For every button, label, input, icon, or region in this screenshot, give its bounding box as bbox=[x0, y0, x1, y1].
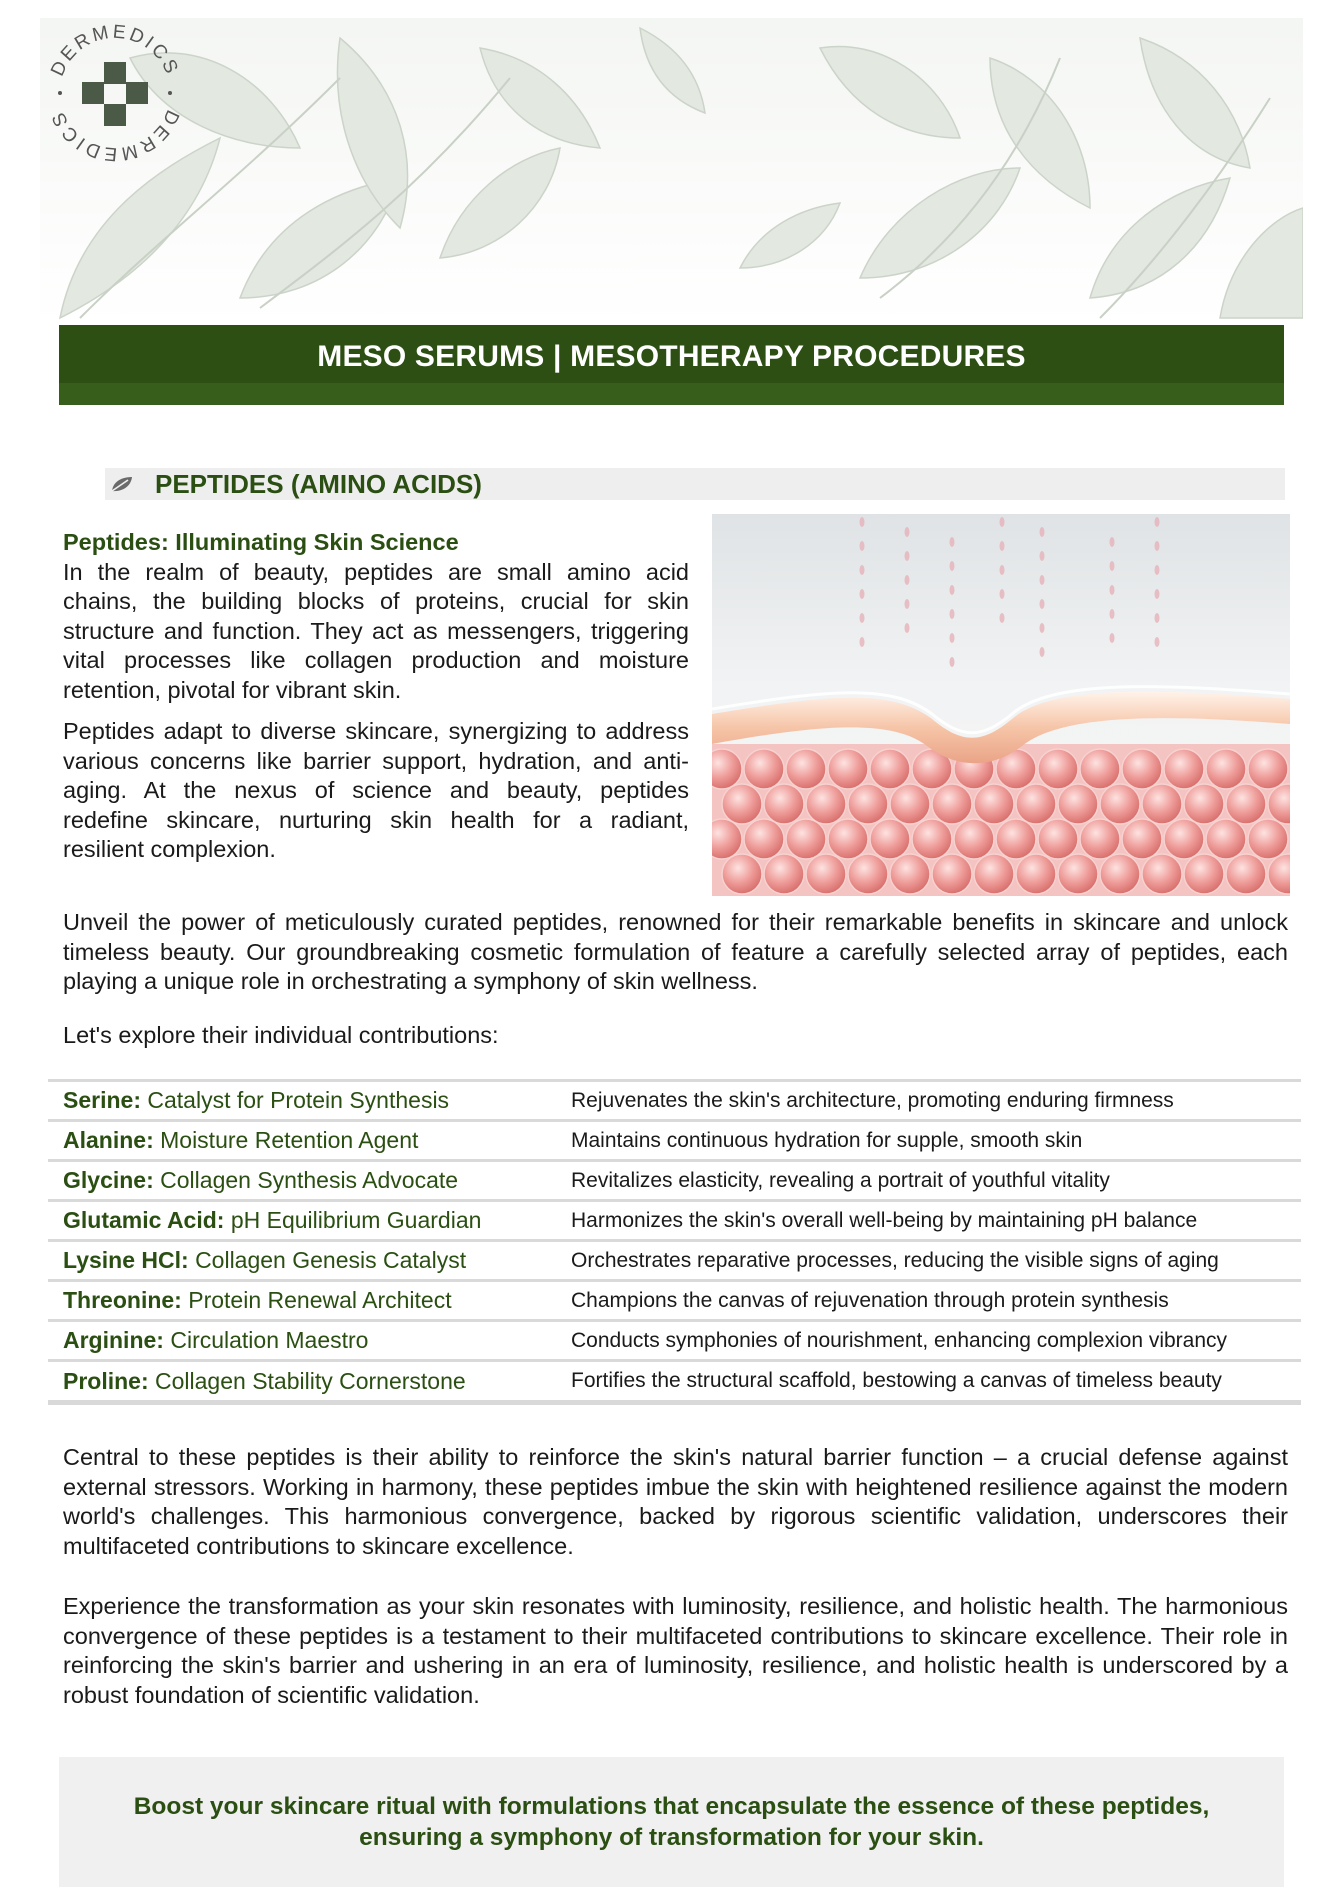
svg-text:DERMEDICS: DERMEDICS bbox=[47, 21, 183, 80]
table-row bbox=[48, 1119, 1301, 1159]
skin-layer-image bbox=[712, 514, 1290, 896]
paragraph-block-4 bbox=[63, 1443, 1288, 1561]
peptide-table bbox=[48, 1079, 1301, 1405]
leaf-pattern-image bbox=[40, 18, 1303, 326]
paragraph-block-5 bbox=[63, 1592, 1288, 1710]
peptide-description: Rejuvenates the skin's architecture, promoting enduring firmness bbox=[571, 1088, 1174, 1112]
title-banner bbox=[59, 325, 1284, 405]
peptide-name-cell bbox=[48, 1327, 571, 1354]
closing-callout bbox=[59, 1757, 1284, 1887]
peptide-description: Harmonizes the skin's overall well-being by maintaining pH balance bbox=[571, 1208, 1198, 1232]
peptide-name: Threonine: bbox=[63, 1287, 182, 1313]
leaf-icon bbox=[109, 474, 135, 494]
svg-text:DERMEDICS: DERMEDICS bbox=[47, 106, 183, 165]
peptide-role: Catalyst for Protein Synthesis bbox=[147, 1087, 450, 1113]
peptide-name: Glutamic Acid: bbox=[63, 1207, 225, 1233]
peptide-role: pH Equilibrium Guardian bbox=[230, 1207, 482, 1233]
intro-block bbox=[63, 528, 689, 877]
dermedics-logo bbox=[40, 18, 190, 168]
peptide-description: Conducts symphonies of nourishment, enhancing complexion vibrancy bbox=[571, 1328, 1228, 1352]
peptide-role: Collagen Genesis Catalyst bbox=[195, 1247, 467, 1273]
banner-stripe bbox=[59, 383, 1284, 405]
leaf-background bbox=[40, 18, 1303, 326]
peptide-name: Lysine HCl: bbox=[63, 1247, 189, 1273]
peptide-name-cell bbox=[48, 1167, 571, 1194]
paragraph-4: Central to these peptides is their ability to reinforce the skin's natural barrier function – a crucial defense against external stressors. Working in harmony, these peptides imbue the skin with heightened resilience against the modern world's challenges. This harmonious convergence, backed by rigorous scientific validation, underscores their multifaceted contributions to skincare excellence. bbox=[63, 1444, 1288, 1559]
table-row bbox=[48, 1279, 1301, 1319]
paragraph-block-3 bbox=[63, 908, 1288, 997]
explore-line: Let's explore their individual contributions: bbox=[63, 1022, 499, 1048]
paragraph-3: Unveil the power of meticulously curated peptides, renowned for their remarkable benefits in skincare and unlock timeless beauty. Our groundbreaking cosmetic formulation of feature a carefully selected array of peptides, each playing a unique role in orchestrating a symphony of skin wellness. bbox=[63, 909, 1288, 994]
peptide-role: Collagen Stability Cornerstone bbox=[155, 1367, 466, 1394]
peptide-description: Revitalizes elasticity, revealing a portrait of youthful vitality bbox=[571, 1168, 1110, 1192]
table-row bbox=[48, 1079, 1301, 1119]
peptide-role: Circulation Maestro bbox=[170, 1327, 369, 1353]
paragraph-5: Experience the transformation as your skin resonates with luminosity, resilience, and holistic health. The harmonious convergence of these peptides is a testament to their multifaceted contributions to skincare excellence. Their role in reinforcing the skin's barrier and ushering in an era of luminosity, resilience, and holistic health is underscored by a robust foundation of scientific validation. bbox=[63, 1593, 1288, 1708]
peptide-role: Collagen Synthesis Advocate bbox=[160, 1167, 459, 1193]
peptide-role: Protein Renewal Architect bbox=[188, 1287, 452, 1313]
peptide-description: Fortifies the structural scaffold, bestowing a canvas of timeless beauty bbox=[571, 1369, 1222, 1392]
section-heading bbox=[105, 468, 1285, 500]
peptide-name: Arginine: bbox=[63, 1327, 164, 1353]
table-row bbox=[48, 1239, 1301, 1279]
page-title: MESO SERUMS | MESOTHERAPY PROCEDURES bbox=[317, 340, 1026, 373]
peptide-name-cell bbox=[48, 1127, 571, 1154]
explore-block bbox=[63, 1021, 1288, 1051]
intro-paragraph-1: In the realm of beauty, peptides are small amino acid chains, the building blocks of proteins, crucial for skin structure and function. They act as messengers, triggering vital processes like collagen production and moisture retention, pivotal for vibrant skin. bbox=[63, 558, 689, 703]
table-row bbox=[48, 1199, 1301, 1239]
callout-line-1: Boost your skincare ritual with formulations that encapsulate the essence of these peptides, bbox=[133, 1793, 1210, 1820]
peptide-description: Orchestrates reparative processes, reducing the visible signs of aging bbox=[571, 1248, 1219, 1272]
peptide-name: Serine: bbox=[63, 1087, 141, 1113]
peptide-name-cell bbox=[48, 1087, 571, 1114]
peptide-name-cell bbox=[48, 1207, 571, 1234]
table-row bbox=[48, 1159, 1301, 1199]
peptide-name-cell bbox=[48, 1368, 571, 1395]
peptide-role: Moisture Retention Agent bbox=[160, 1127, 419, 1153]
peptide-name-cell bbox=[48, 1247, 571, 1274]
table-row bbox=[48, 1359, 1301, 1405]
peptide-description: Maintains continuous hydration for supple, smooth skin bbox=[571, 1128, 1083, 1152]
peptide-name: Proline: bbox=[63, 1367, 149, 1394]
intro-paragraph-2: Peptides adapt to diverse skincare, synergizing to address various concerns like barrier support, hydration, and anti-aging. At the nexus of science and beauty, peptides redefine skincare, nurturing skin health for a radiant, resilient complexion. bbox=[63, 718, 689, 862]
peptide-name-cell bbox=[48, 1287, 571, 1314]
peptide-description: Champions the canvas of rejuvenation through protein synthesis bbox=[571, 1288, 1169, 1312]
table-row bbox=[48, 1319, 1301, 1359]
callout-line-2: ensuring a symphony of transformation for your skin. bbox=[359, 1824, 984, 1851]
peptide-name: Alanine: bbox=[63, 1127, 154, 1153]
section-heading-text: PEPTIDES (AMINO ACIDS) bbox=[155, 468, 482, 499]
peptide-name: Glycine: bbox=[63, 1167, 154, 1193]
intro-subtitle: Peptides: Illuminating Skin Science bbox=[63, 529, 459, 555]
